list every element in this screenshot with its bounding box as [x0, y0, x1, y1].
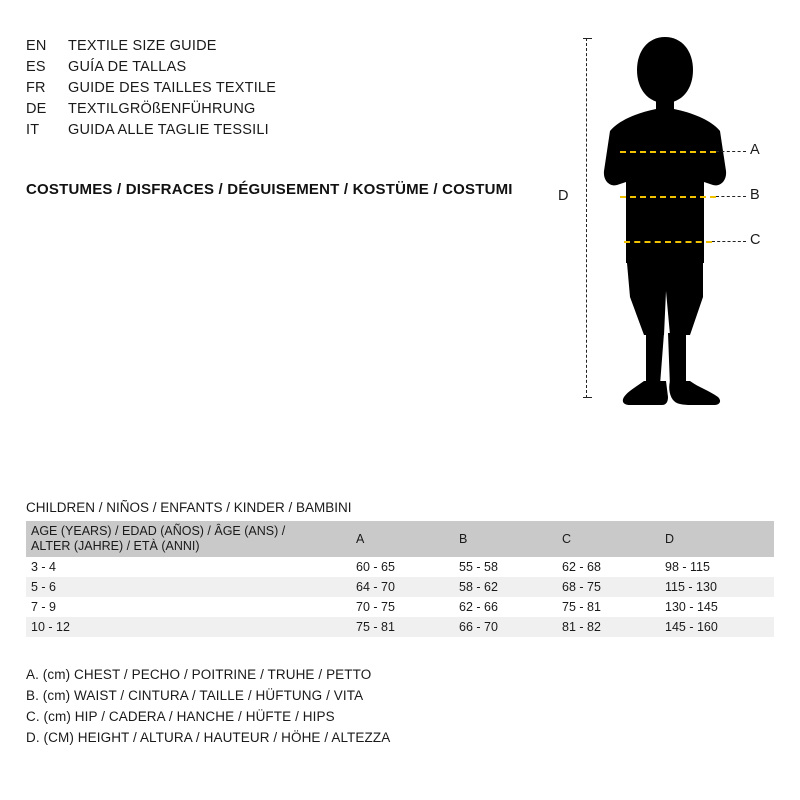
- cell-a: 64 - 70: [356, 580, 395, 594]
- legend-item-c: C. (cm) HIP / CADERA / HANCHE / HÜFTE / HIPS: [26, 709, 335, 724]
- waist-measure-line: [620, 196, 716, 198]
- language-list: [26, 38, 546, 143]
- table-row: [26, 617, 774, 637]
- cell-c: 81 - 82: [562, 620, 601, 634]
- cell-c: 75 - 81: [562, 600, 601, 614]
- hip-label-c: C: [750, 232, 761, 248]
- language-code-de: DE: [26, 101, 47, 117]
- language-code-en: EN: [26, 38, 47, 54]
- table-caption: CHILDREN / NIÑOS / ENFANTS / KINDER / BAMBINI: [26, 500, 352, 515]
- language-row-de: [26, 101, 546, 122]
- language-code-es: ES: [26, 59, 46, 75]
- cell-d: 130 - 145: [665, 600, 718, 614]
- cell-b: 58 - 62: [459, 580, 498, 594]
- cell-c: 62 - 68: [562, 560, 601, 574]
- language-text-en: TEXTILE SIZE GUIDE: [68, 38, 217, 54]
- cell-age: 5 - 6: [31, 580, 57, 594]
- table-header-row: [26, 521, 774, 557]
- language-row-en: [26, 38, 546, 59]
- language-text-it: GUIDA ALLE TAGLIE TESSILI: [68, 122, 269, 138]
- table-header-age-line2: ALTER (JAHRE) / ETÀ (ANNI): [31, 539, 200, 553]
- costumes-subtitle: COSTUMES / DISFRACES / DÉGUISEMENT / KOSTÜME / COSTUMI: [26, 181, 513, 198]
- chest-measure-line: [620, 151, 716, 153]
- cell-b: 66 - 70: [459, 620, 498, 634]
- measurement-diagram: [540, 30, 780, 430]
- chest-label-a: A: [750, 142, 760, 158]
- table-row: [26, 557, 774, 577]
- cell-a: 70 - 75: [356, 600, 395, 614]
- language-code-fr: FR: [26, 80, 46, 96]
- table-header-c: C: [562, 532, 572, 546]
- waist-label-b: B: [750, 187, 760, 203]
- chest-leader-line: [716, 151, 746, 152]
- table-header-age-line1: AGE (YEARS) / EDAD (AÑOS) / ÂGE (ANS) /: [31, 524, 286, 538]
- language-row-es: [26, 59, 546, 80]
- cell-c: 68 - 75: [562, 580, 601, 594]
- language-code-it: IT: [26, 122, 40, 138]
- table-header-b: B: [459, 532, 468, 546]
- hip-leader-line: [712, 241, 746, 242]
- legend-item-b: B. (cm) WAIST / CINTURA / TAILLE / HÜFTUNG / VITA: [26, 688, 364, 703]
- cell-b: 62 - 66: [459, 600, 498, 614]
- cell-age: 10 - 12: [31, 620, 70, 634]
- legend-item-d: D. (CM) HEIGHT / ALTURA / HAUTEUR / HÖHE / ALTEZZA: [26, 730, 391, 745]
- legend-item-a: A. (cm) CHEST / PECHO / POITRINE / TRUHE / PETTO: [26, 667, 372, 682]
- measurement-legend: [26, 664, 626, 748]
- table-row: [26, 597, 774, 617]
- cell-a: 75 - 81: [356, 620, 395, 634]
- cell-b: 55 - 58: [459, 560, 498, 574]
- language-row-it: [26, 122, 546, 143]
- size-table: [26, 521, 774, 637]
- language-text-fr: GUIDE DES TAILLES TEXTILE: [68, 80, 277, 96]
- child-silhouette-icon: [590, 35, 740, 405]
- table-header-d: D: [665, 532, 675, 546]
- language-text-de: TEXTILGRÖßENFÜHRUNG: [68, 101, 256, 117]
- height-dimension-line: [586, 38, 587, 398]
- table-header-age: [26, 521, 356, 557]
- cell-d: 98 - 115: [665, 560, 710, 574]
- cell-a: 60 - 65: [356, 560, 395, 574]
- cell-d: 115 - 130: [665, 580, 717, 594]
- hip-measure-line: [624, 241, 712, 243]
- language-row-fr: [26, 80, 546, 101]
- cell-d: 145 - 160: [665, 620, 718, 634]
- table-header-a: A: [356, 532, 365, 546]
- waist-leader-line: [716, 196, 746, 197]
- cell-age: 7 - 9: [31, 600, 57, 614]
- cell-age: 3 - 4: [31, 560, 57, 574]
- height-label-d: D: [558, 188, 569, 204]
- table-row: [26, 577, 774, 597]
- language-text-es: GUÍA DE TALLAS: [68, 59, 187, 75]
